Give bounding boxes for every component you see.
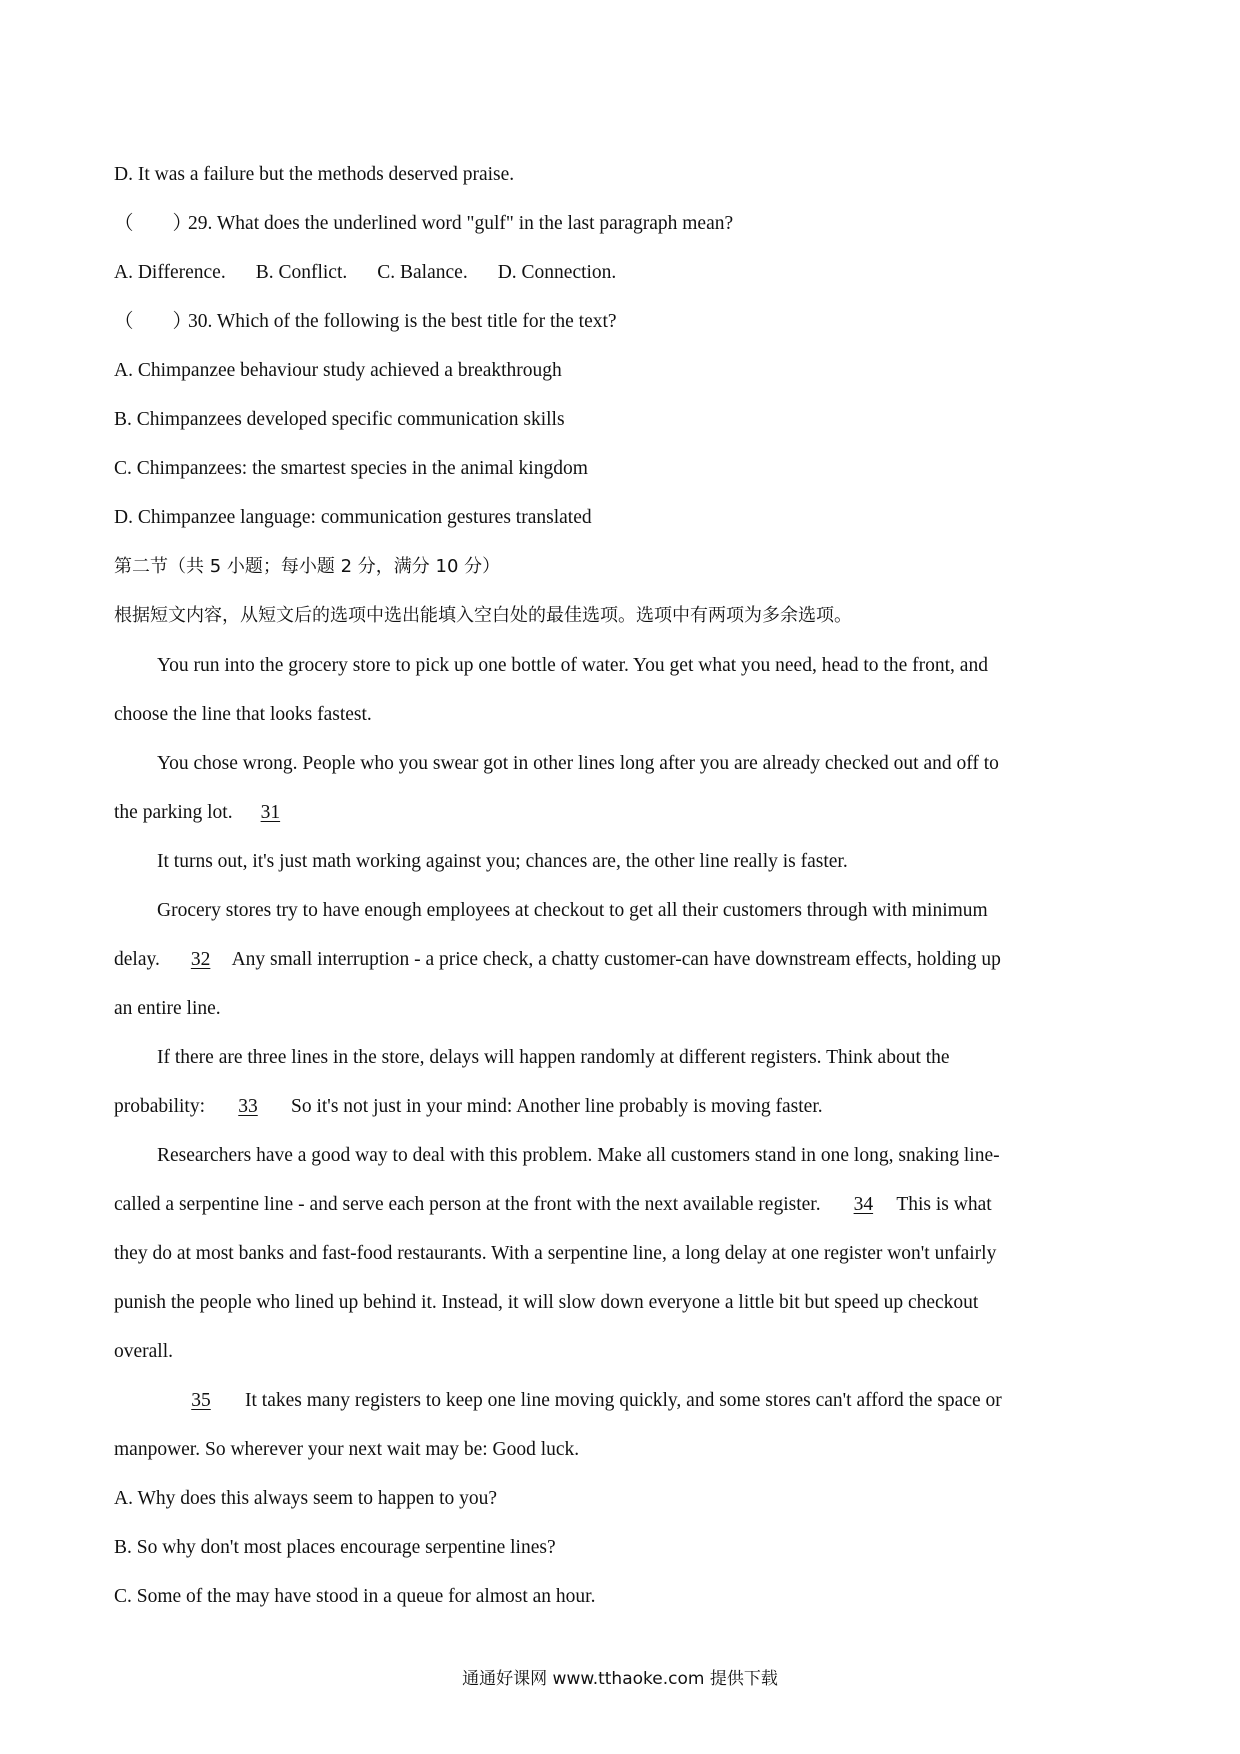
passage-line: Grocery stores try to have enough employees at checkout to get all their customers through with minimum [157, 900, 988, 921]
q29-question: 29. What does the underlined word "gulf" in the last paragraph mean? [188, 213, 734, 234]
answer-option-b: B. So why don't most places encourage serpentine lines? [114, 1537, 556, 1558]
passage-line-with-blank [114, 947, 1001, 973]
page-footer: 通通好课网 www.tthaoke.com 提供下载 [462, 1669, 778, 1689]
passage-text: So it's not just in your mind: Another line probably is moving faster. [291, 1096, 823, 1117]
passage-text: It takes many registers to keep one line moving quickly, and some stores can't afford the space or [245, 1390, 1002, 1411]
passage-text: delay. [114, 949, 160, 970]
section-heading: 第二节（共 5 小题；每小题 2 分，满分 10 分） [114, 556, 501, 577]
blank-35: 35 [191, 1390, 211, 1411]
q28-option-d: D. It was a failure but the methods deserved praise. [114, 164, 515, 185]
blank-31: 31 [260, 802, 281, 823]
q30-option-d: D. Chimpanzee language: communication gestures translated [114, 507, 592, 528]
passage-line-with-blank [114, 800, 298, 826]
passage-text: the parking lot. [114, 802, 233, 823]
passage-line: they do at most banks and fast-food restaurants. With a serpentine line, a long delay at one register won't unfairly [114, 1243, 997, 1264]
passage-text: Any small interruption - a price check, a chatty customer-can have downstream effects, holding up [231, 949, 1001, 970]
q30-option-b: B. Chimpanzees developed specific communication skills [114, 409, 565, 430]
passage-line: manpower. So wherever your next wait may be: Good luck. [114, 1439, 580, 1460]
passage-line: You run into the grocery store to pick up one bottle of water. You get what you need, head to the front, and [157, 655, 988, 676]
passage-line: punish the people who lined up behind it. Instead, it will slow down everyone a little bit but speed up checkout [114, 1292, 979, 1313]
answer-paren: （ ） [114, 311, 193, 332]
q29-option-b: B. Conflict. [255, 262, 348, 283]
passage-line-with-blank [157, 1388, 1002, 1414]
answer-option-a: A. Why does this always seem to happen to you? [114, 1488, 498, 1509]
q29-option-d: D. Connection. [497, 262, 617, 283]
answer-option-c: C. Some of the may have stood in a queue for almost an hour. [114, 1586, 596, 1607]
passage-line-with-blank [114, 1192, 992, 1218]
passage-line: It turns out, it's just math working against you; chances are, the other line really is faster. [157, 851, 848, 872]
blank-34: 34 [853, 1194, 874, 1215]
blank-33: 33 [238, 1096, 258, 1117]
blank-32: 32 [190, 949, 211, 970]
q29-option-c: C. Balance. [377, 262, 468, 283]
answer-paren: （ ） [114, 213, 193, 234]
q29-options [114, 260, 646, 286]
passage-line: You chose wrong. People who you swear got in other lines long after you are already checked out and off to [157, 753, 999, 774]
passage-line: choose the line that looks fastest. [114, 704, 372, 725]
passage-text: probability: [114, 1096, 205, 1117]
q29-option-a: A. Difference. [114, 262, 226, 283]
q30-option-a: A. Chimpanzee behaviour study achieved a breakthrough [114, 360, 562, 381]
passage-line: an entire line. [114, 998, 221, 1019]
passage-line: If there are three lines in the store, delays will happen randomly at different registers. Think about the [157, 1047, 950, 1068]
section-instruction: 根据短文内容，从短文后的选项中选出能填入空白处的最佳选项。选项中有两项为多余选项。 [114, 605, 852, 626]
passage-text: This is what [896, 1194, 992, 1215]
q30-question: 30. Which of the following is the best title for the text? [188, 311, 617, 332]
passage-line-with-blank [114, 1094, 823, 1120]
q30-question-line [114, 309, 617, 335]
q29-question-line [114, 211, 733, 237]
passage-line: Researchers have a good way to deal with this problem. Make all customers stand in one long, snaking line- [157, 1145, 1000, 1166]
passage-text: called a serpentine line - and serve each person at the front with the next available register. [114, 1194, 821, 1215]
passage-line: overall. [114, 1341, 174, 1362]
q30-option-c: C. Chimpanzees: the smartest species in the animal kingdom [114, 458, 588, 479]
